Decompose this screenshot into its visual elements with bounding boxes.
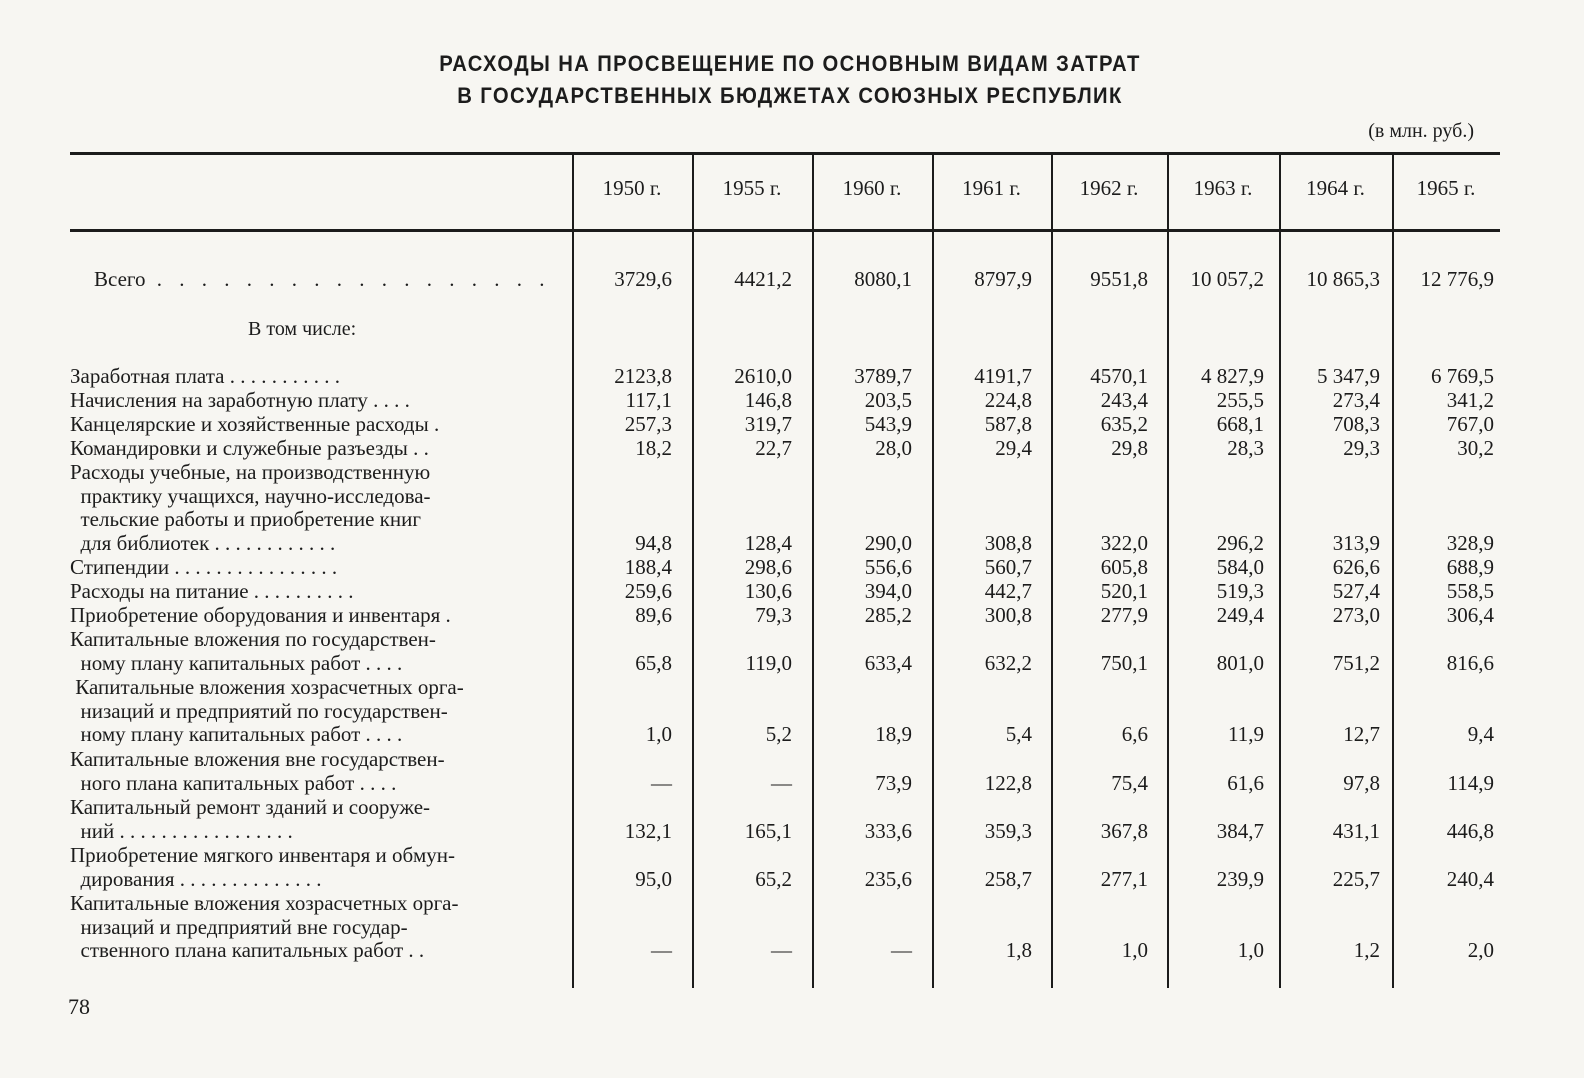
value-cell: 259,6: [624, 579, 672, 603]
row-label-line: Капитальный ремонт зданий и сооруже-: [70, 795, 431, 819]
year-header: 1950 г.: [602, 176, 662, 200]
row-label-line: низаций и предприятий вне государ-: [70, 914, 408, 939]
value-cell: 4570,1: [1090, 364, 1148, 388]
row-label: [70, 748, 560, 795]
value-cell: 816,6: [1446, 650, 1494, 675]
year-header: 1963 г.: [1193, 176, 1253, 200]
value-cell: 117,1: [625, 388, 672, 412]
value-cell: 3789,7: [854, 364, 912, 388]
value-cell: 587,8: [984, 412, 1032, 436]
value-cell: 12 776,9: [1420, 267, 1494, 291]
value-cell: 2,0: [1467, 938, 1494, 962]
value-cell: 394,0: [864, 579, 912, 603]
row-label: [70, 437, 560, 461]
value-cell: 1,0: [1121, 938, 1148, 962]
value-cell: 632,2: [984, 650, 1032, 675]
value-cell: 290,0: [864, 530, 912, 555]
row-label-line: Расходы на питание . . . . . . . . . .: [70, 579, 354, 603]
value-cell: 95,0: [635, 866, 672, 891]
value-cell: 132,1: [624, 818, 672, 843]
value-cell: 61,6: [1227, 770, 1264, 795]
row-label-line: Начисления на заработную плату . . . .: [70, 388, 410, 412]
value-cell: 257,3: [624, 412, 672, 436]
value-cell: 65,2: [755, 866, 792, 891]
value-cell: 4191,7: [974, 364, 1032, 388]
value-cell: 298,6: [744, 555, 792, 579]
year-header: 1962 г.: [1079, 176, 1139, 200]
value-cell: 319,7: [744, 412, 792, 436]
value-cell: 296,2: [1216, 530, 1264, 555]
value-cell: 10 057,2: [1190, 267, 1264, 291]
value-cell: 203,5: [864, 388, 912, 412]
year-header: 1961 г.: [962, 176, 1021, 200]
value-cell: 1,8: [1005, 938, 1032, 962]
header-top-rule: [70, 152, 1500, 155]
title-line-1: РАСХОДЫ НА ПРОСВЕЩЕНИЕ ПО ОСНОВНЫМ ВИДАМ ЗАТРАТ: [439, 51, 1141, 76]
value-cell: 626,6: [1332, 555, 1380, 579]
value-cell: 97,8: [1343, 770, 1380, 795]
row-label-line: ний . . . . . . . . . . . . . . . . .: [70, 818, 293, 843]
value-cell: 584,0: [1216, 555, 1264, 579]
value-cell: 313,9: [1332, 530, 1380, 555]
value-cell: 2123,8: [614, 364, 672, 388]
value-cell: 384,7: [1216, 818, 1264, 843]
value-cell: 527,4: [1332, 579, 1380, 603]
row-label-line: Приобретение оборудования и инвентаря .: [70, 603, 451, 627]
value-cell: 22,7: [755, 436, 792, 460]
year-header: 1965 г.: [1416, 176, 1476, 200]
value-cell: 556,6: [864, 555, 912, 579]
value-cell: 431,1: [1332, 818, 1380, 843]
value-cell: 5,4: [1005, 722, 1032, 746]
value-cell: 10 865,3: [1306, 267, 1380, 291]
value-cell: 8797,9: [974, 267, 1032, 291]
value-cell: 18,9: [875, 722, 912, 746]
row-label-line: ного плана капитальных работ . . . .: [70, 770, 397, 795]
value-cell: 225,7: [1332, 866, 1380, 891]
value-cell: 29,4: [995, 436, 1032, 460]
value-cell: 165,1: [744, 818, 792, 843]
row-label-line: Командировки и служебные разъезды . .: [70, 436, 429, 460]
value-cell: 1,2: [1353, 938, 1380, 962]
value-cell: 277,9: [1100, 603, 1148, 627]
value-cell: 249,4: [1216, 603, 1264, 627]
value-cell: 442,7: [984, 579, 1032, 603]
value-cell: 605,8: [1100, 555, 1148, 579]
value-cell: 322,0: [1100, 530, 1148, 555]
row-label: [70, 892, 560, 963]
value-cell: 1,0: [1237, 938, 1264, 962]
value-cell: —: [771, 938, 792, 962]
value-cell: 519,3: [1216, 579, 1264, 603]
value-cell: 1,0: [645, 722, 672, 746]
row-label: [70, 461, 560, 555]
value-cell: 130,6: [744, 579, 792, 603]
value-cell: 9551,8: [1090, 267, 1148, 291]
row-label-line: практику учащихся, научно-исследова-: [70, 483, 431, 508]
value-cell: 273,0: [1332, 603, 1380, 627]
value-cell: 367,8: [1100, 818, 1148, 843]
row-label: [70, 676, 560, 747]
row-label-line: Заработная плата . . . . . . . . . . .: [70, 364, 340, 388]
row-label: [70, 365, 560, 389]
row-label: Всего . . . . . . . . . . . . . . . . . .: [94, 267, 551, 291]
value-cell: 328,9: [1446, 530, 1494, 555]
row-label-line: для библиотек . . . . . . . . . . . .: [70, 530, 336, 555]
value-cell: 29,3: [1343, 436, 1380, 460]
value-cell: 6 769,5: [1431, 364, 1494, 388]
value-cell: 750,1: [1100, 650, 1148, 675]
value-cell: 89,6: [635, 603, 672, 627]
row-label-line: ственного плана капитальных работ . .: [70, 938, 425, 962]
value-cell: 255,5: [1216, 388, 1264, 412]
row-label: [70, 796, 560, 843]
year-header: 1960 г.: [842, 176, 902, 200]
row-label-line: Капитальные вложения вне государствен-: [70, 747, 445, 771]
row-label-line: Капитальные вложения хозрасчетных орга-: [70, 891, 459, 915]
value-cell: 558,5: [1446, 579, 1494, 603]
row-label-line: ному плану капитальных работ . . . .: [70, 650, 403, 675]
subheading: В том числе:: [248, 318, 357, 340]
value-cell: 8080,1: [854, 267, 912, 291]
value-cell: 128,4: [744, 530, 792, 555]
value-cell: 767,0: [1446, 412, 1494, 436]
year-header: 1955 г.: [722, 176, 782, 200]
value-cell: 29,8: [1111, 436, 1148, 460]
value-cell: 4421,2: [734, 267, 792, 291]
value-cell: 28,3: [1227, 436, 1264, 460]
value-cell: 235,6: [864, 866, 912, 891]
value-cell: 94,8: [635, 530, 672, 555]
row-label-line: Канцелярские и хозяйственные расходы .: [70, 412, 440, 436]
value-cell: 306,4: [1446, 603, 1494, 627]
row-label-line: Стипендии . . . . . . . . . . . . . . . .: [70, 555, 338, 579]
year-header: 1964 г.: [1306, 176, 1365, 200]
value-cell: 65,8: [635, 650, 672, 675]
value-cell: 240,4: [1446, 866, 1494, 891]
value-cell: 751,2: [1332, 650, 1380, 675]
value-cell: 146,8: [744, 388, 792, 412]
value-cell: 258,7: [984, 866, 1032, 891]
value-cell: 18,2: [635, 436, 672, 460]
header-bottom-rule: [70, 229, 1500, 232]
value-cell: 543,9: [864, 412, 912, 436]
value-cell: 446,8: [1446, 818, 1494, 843]
title-line-2: В ГОСУДАРСТВЕННЫХ БЮДЖЕТАХ СОЮЗНЫХ РЕСПУБЛИК: [457, 83, 1123, 108]
value-cell: 3729,6: [614, 267, 672, 291]
row-label: [70, 628, 560, 675]
table-title: [376, 48, 1204, 112]
value-cell: 73,9: [875, 770, 912, 795]
row-label-line: Расходы учебные, на производственную: [70, 460, 431, 484]
row-label-line: низаций и предприятий по государствен-: [70, 698, 448, 723]
row-label: [70, 413, 560, 437]
row-label: [70, 556, 560, 580]
value-cell: 28,0: [875, 436, 912, 460]
value-cell: 30,2: [1457, 436, 1494, 460]
value-cell: 5,2: [765, 722, 792, 746]
value-cell: 119,0: [745, 650, 792, 675]
value-cell: 359,3: [984, 818, 1032, 843]
value-cell: —: [891, 938, 912, 962]
value-cell: 668,1: [1216, 412, 1264, 436]
value-cell: 633,4: [864, 650, 912, 675]
value-cell: 11,9: [1228, 722, 1264, 746]
row-label-line: Капитальные вложения по государствен-: [70, 627, 436, 651]
value-cell: 224,8: [984, 388, 1032, 412]
value-cell: 341,2: [1446, 388, 1494, 412]
value-cell: 560,7: [984, 555, 1032, 579]
row-label-line: Приобретение мягкого инвентаря и обмун-: [70, 843, 455, 867]
value-cell: 114,9: [1447, 770, 1494, 795]
value-cell: 277,1: [1100, 866, 1148, 891]
value-cell: 239,9: [1216, 866, 1264, 891]
value-cell: 5 347,9: [1317, 364, 1380, 388]
value-cell: —: [651, 770, 672, 795]
value-cell: 9,4: [1467, 722, 1494, 746]
value-cell: 6,6: [1121, 722, 1148, 746]
value-cell: 708,3: [1332, 412, 1380, 436]
row-label: [70, 580, 560, 604]
value-cell: 520,1: [1100, 579, 1148, 603]
value-cell: —: [651, 938, 672, 962]
value-cell: 2610,0: [734, 364, 792, 388]
value-cell: 79,3: [755, 603, 792, 627]
units-note: (в млн. руб.): [1368, 120, 1474, 142]
value-cell: 285,2: [864, 603, 912, 627]
row-label-line: ному плану капитальных работ . . . .: [70, 722, 403, 746]
value-cell: 333,6: [864, 818, 912, 843]
value-cell: 243,4: [1100, 388, 1148, 412]
value-cell: 300,8: [984, 603, 1032, 627]
value-cell: —: [771, 770, 792, 795]
value-cell: 4 827,9: [1201, 364, 1264, 388]
row-label: [70, 604, 560, 628]
row-label-line: Капитальные вложения хозрасчетных орга-: [70, 675, 464, 699]
value-cell: 75,4: [1111, 770, 1148, 795]
page-number: 78: [68, 994, 90, 1019]
value-cell: 688,9: [1446, 555, 1494, 579]
row-label-line: тельские работы и приобретение книг: [70, 507, 421, 531]
value-cell: 635,2: [1100, 412, 1148, 436]
row-label: [70, 844, 560, 891]
value-cell: 801,0: [1216, 650, 1264, 675]
row-label-line: дирования . . . . . . . . . . . . . .: [70, 866, 322, 891]
value-cell: 122,8: [984, 770, 1032, 795]
value-cell: 308,8: [984, 530, 1032, 555]
value-cell: 12,7: [1343, 722, 1380, 746]
value-cell: 273,4: [1332, 388, 1380, 412]
value-cell: 188,4: [624, 555, 672, 579]
row-label: [70, 389, 560, 413]
